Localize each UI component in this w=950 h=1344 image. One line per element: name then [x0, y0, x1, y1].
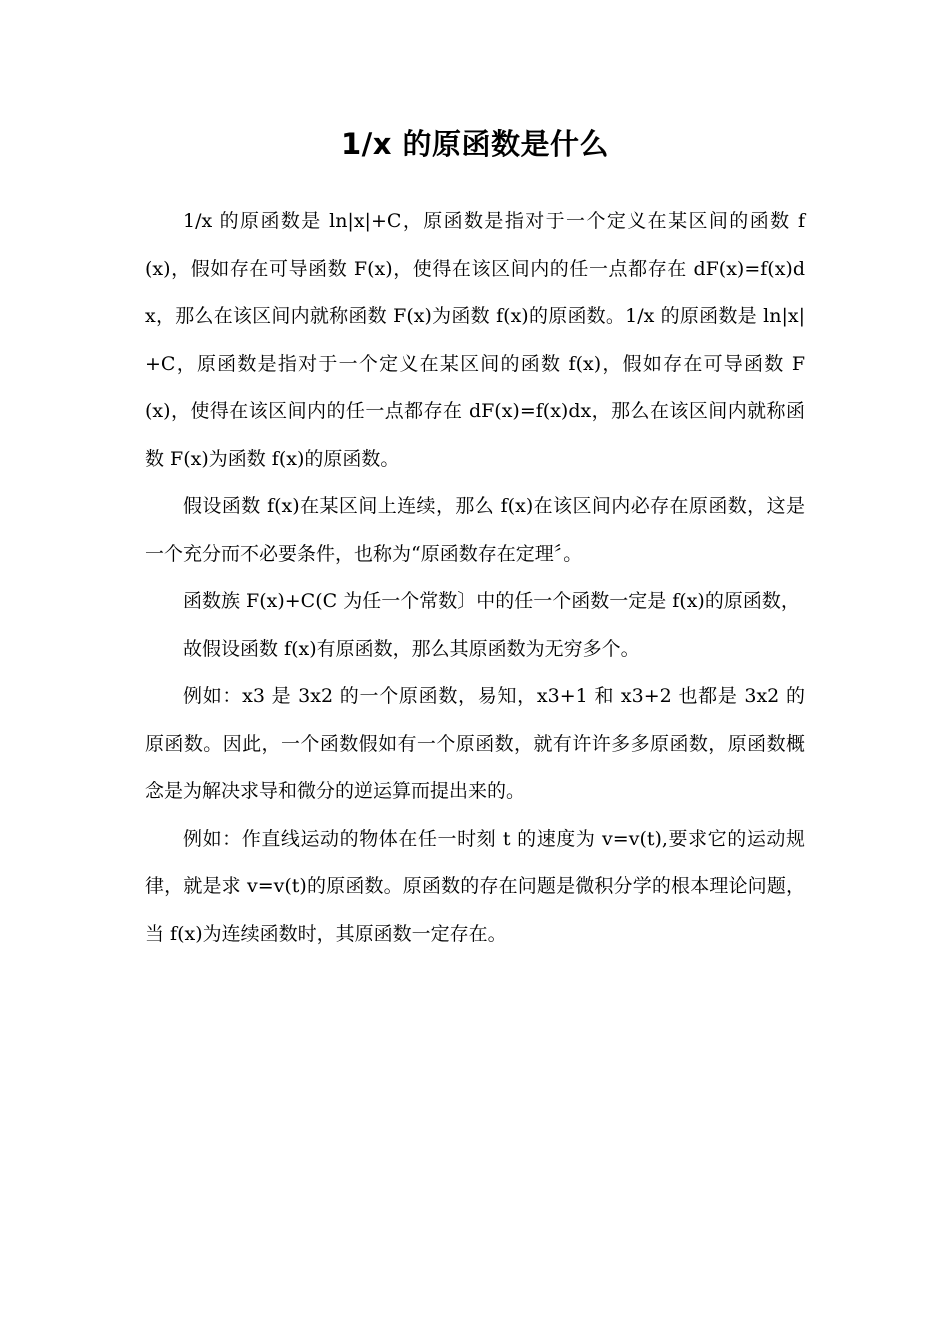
paragraph-antiderivative-definition: 1/x 的原函数是 ln|x|+C，原函数是指对于一个定义在某区间的函数 f(x)，假如存在可导函数 F(x)，使得在该区间内的任一点都存在 dF(x)=f(x)dx，那么在该区间内就称函数 F(x)为函数 f(x)的原函数。1/x 的原函数是 ln|x|+C，原函数是指对于一个定义在某区间的函数 f(x)，假如存在可导函数 F(x)，使得在该区间内的任一点都存在 dF(x)=f(x)dx，那么在该区间内就称函数 F(x)为函数 f(x)的原函数。	[145, 210, 805, 470]
paragraph-example-motion: 例如：作直线运动的物体在任一时刻 t 的速度为 v=v(t),要求它的运动规律，就是求 v=v(t)的原函数。原函数的存在问题是微积分学的根本理论问题，当 f(x)为连续函数时，其原函数一定存在。	[145, 827, 805, 945]
paragraph-infinitely-many: 故假设函数 f(x)有原函数，那么其原函数为无穷多个。	[183, 637, 640, 660]
document-page	[145, 118, 805, 958]
paragraph-function-family: 函数族 F(x)+C(C 为任一个常数〕中的任一个函数一定是 f(x)的原函数，	[183, 590, 800, 612]
document-title: 1/x 的原函数是什么	[340, 127, 610, 161]
paragraph-existence-theorem: 假设函数 f(x)在某区间上连续，那么 f(x)在该区间内必存在原函数，这是一个充分而不必要条件，也称为“原函数存在定理〞。	[145, 495, 805, 565]
paragraph-example-polynomial: 例如：x3 是 3x2 的一个原函数，易知，x3+1 和 x3+2 也都是 3x2 的原函数。因此，一个函数假如有一个原函数，就有许许多多原函数，原函数概念是为解决求导和微分的逆运算而提出来的。	[145, 685, 805, 802]
